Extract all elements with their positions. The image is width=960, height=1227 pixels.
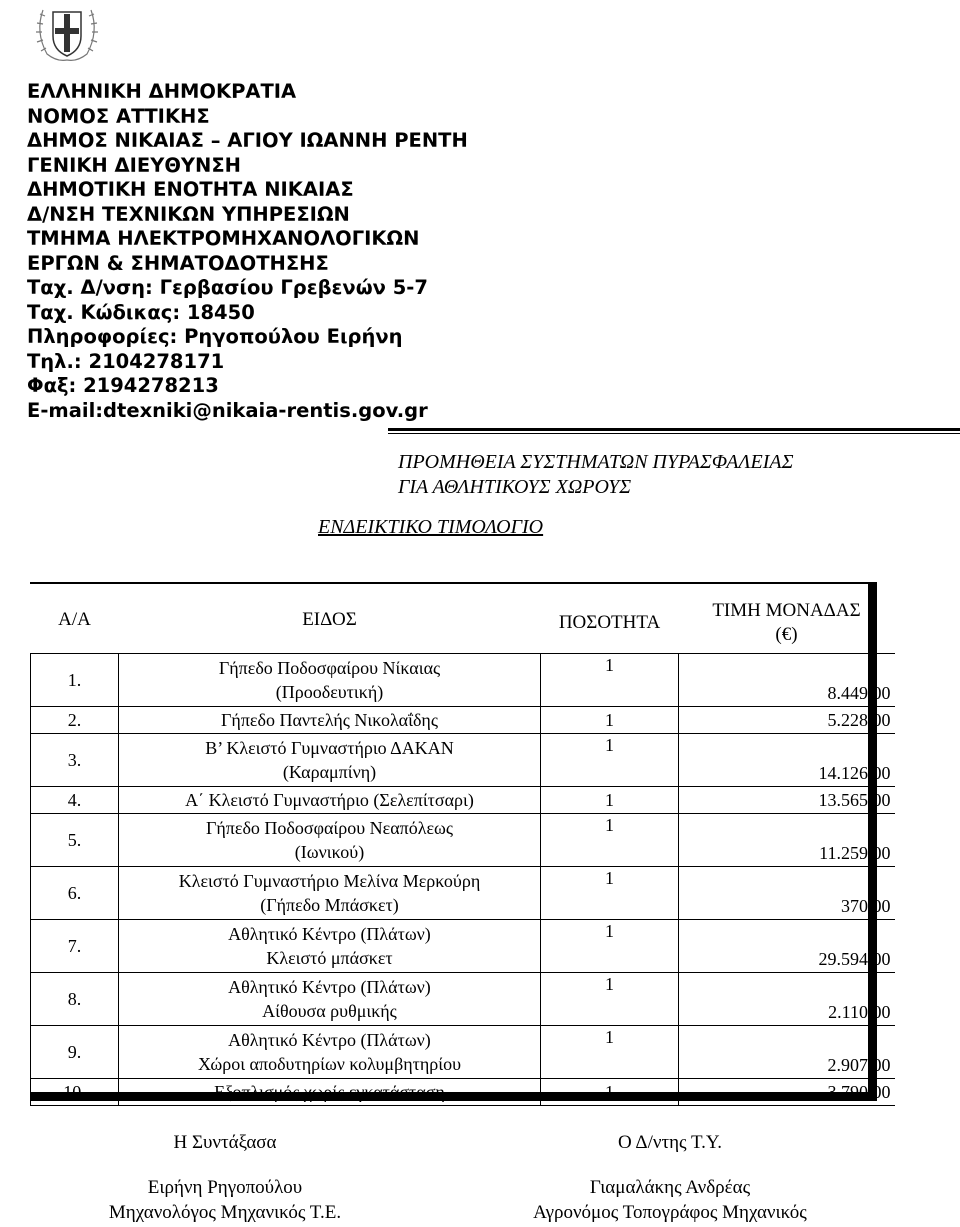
- row-description-line2: (Ιωνικού): [294, 842, 365, 862]
- row-description: [119, 734, 541, 787]
- table-row: [31, 973, 895, 1026]
- header-unit-price-label: ΤΙΜΗ ΜΟΝΑΔΑΣ: [712, 600, 861, 621]
- header-line-municipal-unit: ΔΗΜΟΤΙΚΗ ΕΝΟΤΗΤΑ ΝΙΚΑΙΑΣ: [27, 178, 354, 201]
- row-description-line1: Γήπεδο Ποδοσφαίρου Νίκαιας: [218, 658, 441, 678]
- table-header-row: [31, 587, 895, 654]
- row-price: 3.790,00: [679, 1079, 895, 1106]
- subject: [398, 450, 794, 500]
- divider-thin: [388, 433, 960, 434]
- document-title: ΕΝΔΕΙΚΤΙΚΟ ΤΙΜΟΛΟΓΙΟ: [318, 516, 544, 538]
- table-row: [31, 1026, 895, 1079]
- header-line-email: E-mail:dtexniki@nikaia-rentis.gov.gr: [27, 398, 428, 422]
- row-description: [119, 920, 541, 973]
- header-currency: (€): [775, 624, 798, 645]
- header-line-department: ΤΜΗΜΑ ΗΛΕΚΤΡΟΜΗΧΑΝΟΛΟΓΙΚΩΝ: [27, 227, 420, 250]
- row-price: 370,00: [679, 867, 895, 920]
- table-row: [31, 1079, 895, 1106]
- row-description: [119, 814, 541, 867]
- header-line-municipality: ΔΗΜΟΣ ΝΙΚΑΙΑΣ – ΑΓΙΟΥ ΙΩΑΝΝΗ ΡΕΝΤΗ: [27, 129, 468, 152]
- row-price: 2.907,00: [679, 1026, 895, 1079]
- row-description-line2: (Γήπεδο Μπάσκετ): [260, 895, 399, 915]
- table-row: [31, 920, 895, 973]
- signature-left-name: Ειρήνη Ρηγοπούλου: [147, 1177, 303, 1198]
- row-quantity: 1: [541, 1079, 679, 1106]
- row-number: 9.: [31, 1026, 119, 1079]
- header-line-postcode: Ταχ. Κώδικας: 18450: [27, 300, 255, 324]
- row-description: [119, 973, 541, 1026]
- table-row: [31, 734, 895, 787]
- row-number: 5.: [31, 814, 119, 867]
- header-aa: Α/Α: [58, 609, 91, 630]
- table-row: [31, 707, 895, 734]
- row-quantity: 1: [541, 920, 679, 973]
- row-description: Εξοπλισμός χωρίς εγκατάσταση: [119, 1079, 541, 1106]
- row-description-line2: Κλειστό μπάσκετ: [266, 948, 393, 968]
- subject-line-2: ΓΙΑ ΑΘΛΗΤΙΚΟΥΣ ΧΩΡΟΥΣ: [398, 476, 632, 498]
- row-number: 3.: [31, 734, 119, 787]
- signature-left: [90, 1130, 360, 1225]
- row-number: 1.: [31, 654, 119, 707]
- row-price: 8.449,00: [679, 654, 895, 707]
- row-number: 7.: [31, 920, 119, 973]
- header-line-technical-services: Δ/ΝΣΗ ΤΕΧΝΙΚΩΝ ΥΠΗΡΕΣΙΩΝ: [27, 202, 350, 226]
- signature-right-name: Γιαμαλάκης Ανδρέας: [589, 1177, 751, 1198]
- signature-right-title: Αγρονόμος Τοπογράφος Μηχανικός: [533, 1202, 807, 1223]
- row-description: Γήπεδο Παντελής Νικολαΐδης: [119, 707, 541, 734]
- row-price: 13.565,00: [679, 787, 895, 814]
- signature-left-title: Μηχανολόγος Μηχανικός Τ.Ε.: [108, 1202, 342, 1223]
- header-line-country: ΕΛΛΗΝΙΚΗ ΔΗΜΟΚΡΑΤΙΑ: [27, 80, 297, 103]
- row-description-line2: Χώροι αποδυτηρίων κολυμβητηρίου: [197, 1054, 462, 1074]
- row-number: 4.: [31, 787, 119, 814]
- issuer-header: [27, 80, 468, 423]
- row-number: 2.: [31, 707, 119, 734]
- row-quantity: 1: [541, 973, 679, 1026]
- signature-right: [500, 1130, 840, 1225]
- row-price: 5.228,00: [679, 707, 895, 734]
- header-line-prefecture: ΝΟΜΟΣ ΑΤΤΙΚΗΣ: [27, 104, 210, 128]
- row-description-line1: Αθλητικό Κέντρο (Πλάτων): [228, 924, 431, 944]
- row-description: [119, 867, 541, 920]
- table-row: [31, 787, 895, 814]
- row-description-line1: Γήπεδο Ποδοσφαίρου Νεαπόλεως: [205, 818, 454, 838]
- row-description: Α΄ Κλειστό Γυμναστήριο (Σελεπίτσαρι): [119, 787, 541, 814]
- row-description-line1: Κλειστό Γυμναστήριο Μελίνα Μερκούρη: [178, 871, 481, 891]
- row-price: 2.110,00: [679, 973, 895, 1026]
- header-line-address: Ταχ. Δ/νση: Γερβασίου Γρεβενών 5-7: [27, 276, 428, 299]
- header-line-fax: Φαξ: 2194278213: [27, 374, 219, 397]
- row-quantity: 1: [541, 787, 679, 814]
- signature-left-role: Η Συντάξασα: [173, 1132, 277, 1153]
- row-description-line1: Β’ Κλειστό Γυμναστήριο ΔΑΚΑΝ: [205, 738, 454, 758]
- row-description: [119, 1026, 541, 1079]
- signature-right-role: Ο Δ/ντης Τ.Υ.: [617, 1132, 723, 1153]
- row-description-line1: Αθλητικό Κέντρο (Πλάτων): [228, 977, 431, 997]
- row-price: 29.594,00: [679, 920, 895, 973]
- row-price: 11.259,00: [679, 814, 895, 867]
- row-description-line2: Αίθουσα ρυθμικής: [262, 1001, 397, 1021]
- row-quantity: 1: [541, 867, 679, 920]
- row-number: 6.: [31, 867, 119, 920]
- header-line-directorate-general: ΓΕΝΙΚΗ ΔΙΕΥΘΥΝΣΗ: [27, 153, 241, 177]
- row-quantity: 1: [541, 734, 679, 787]
- row-number: 10.: [31, 1079, 119, 1106]
- table-row: [31, 814, 895, 867]
- divider-thick: [388, 428, 960, 431]
- row-description: [119, 654, 541, 707]
- row-quantity: 1: [541, 1026, 679, 1079]
- table-row: [31, 867, 895, 920]
- table-row: [31, 654, 895, 707]
- row-quantity: 1: [541, 654, 679, 707]
- row-number: 8.: [31, 973, 119, 1026]
- header-unit-price: [679, 587, 895, 654]
- header-quantity: ΠΟΣΟΤΗΤΑ: [558, 612, 661, 633]
- header-line-phone: Τηλ.: 2104278171: [27, 349, 225, 373]
- row-description-line1: Αθλητικό Κέντρο (Πλάτων): [228, 1030, 431, 1050]
- row-quantity: 1: [541, 707, 679, 734]
- subject-line-1: ΠΡΟΜΗΘΕΙΑ ΣΥΣΤΗΜΑΤΩΝ ΠΥΡΑΣΦΑΛΕΙΑΣ: [398, 451, 794, 473]
- row-price: 14.126,00: [679, 734, 895, 787]
- header-line-contact-person: Πληροφορίες: Ρηγοπούλου Ειρήνη: [27, 325, 403, 348]
- header-item: ΕΙΔΟΣ: [302, 609, 357, 630]
- row-description-line2: (Καραμπίνη): [282, 762, 377, 782]
- row-description-line2: (Προοδευτική): [275, 682, 384, 702]
- greek-coat-of-arms-icon: [33, 2, 101, 64]
- price-table: [30, 587, 895, 1106]
- row-quantity: 1: [541, 814, 679, 867]
- header-line-department-cont: ΕΡΓΩΝ & ΣΗΜΑΤΟΔΟΤΗΣΗΣ: [27, 251, 329, 275]
